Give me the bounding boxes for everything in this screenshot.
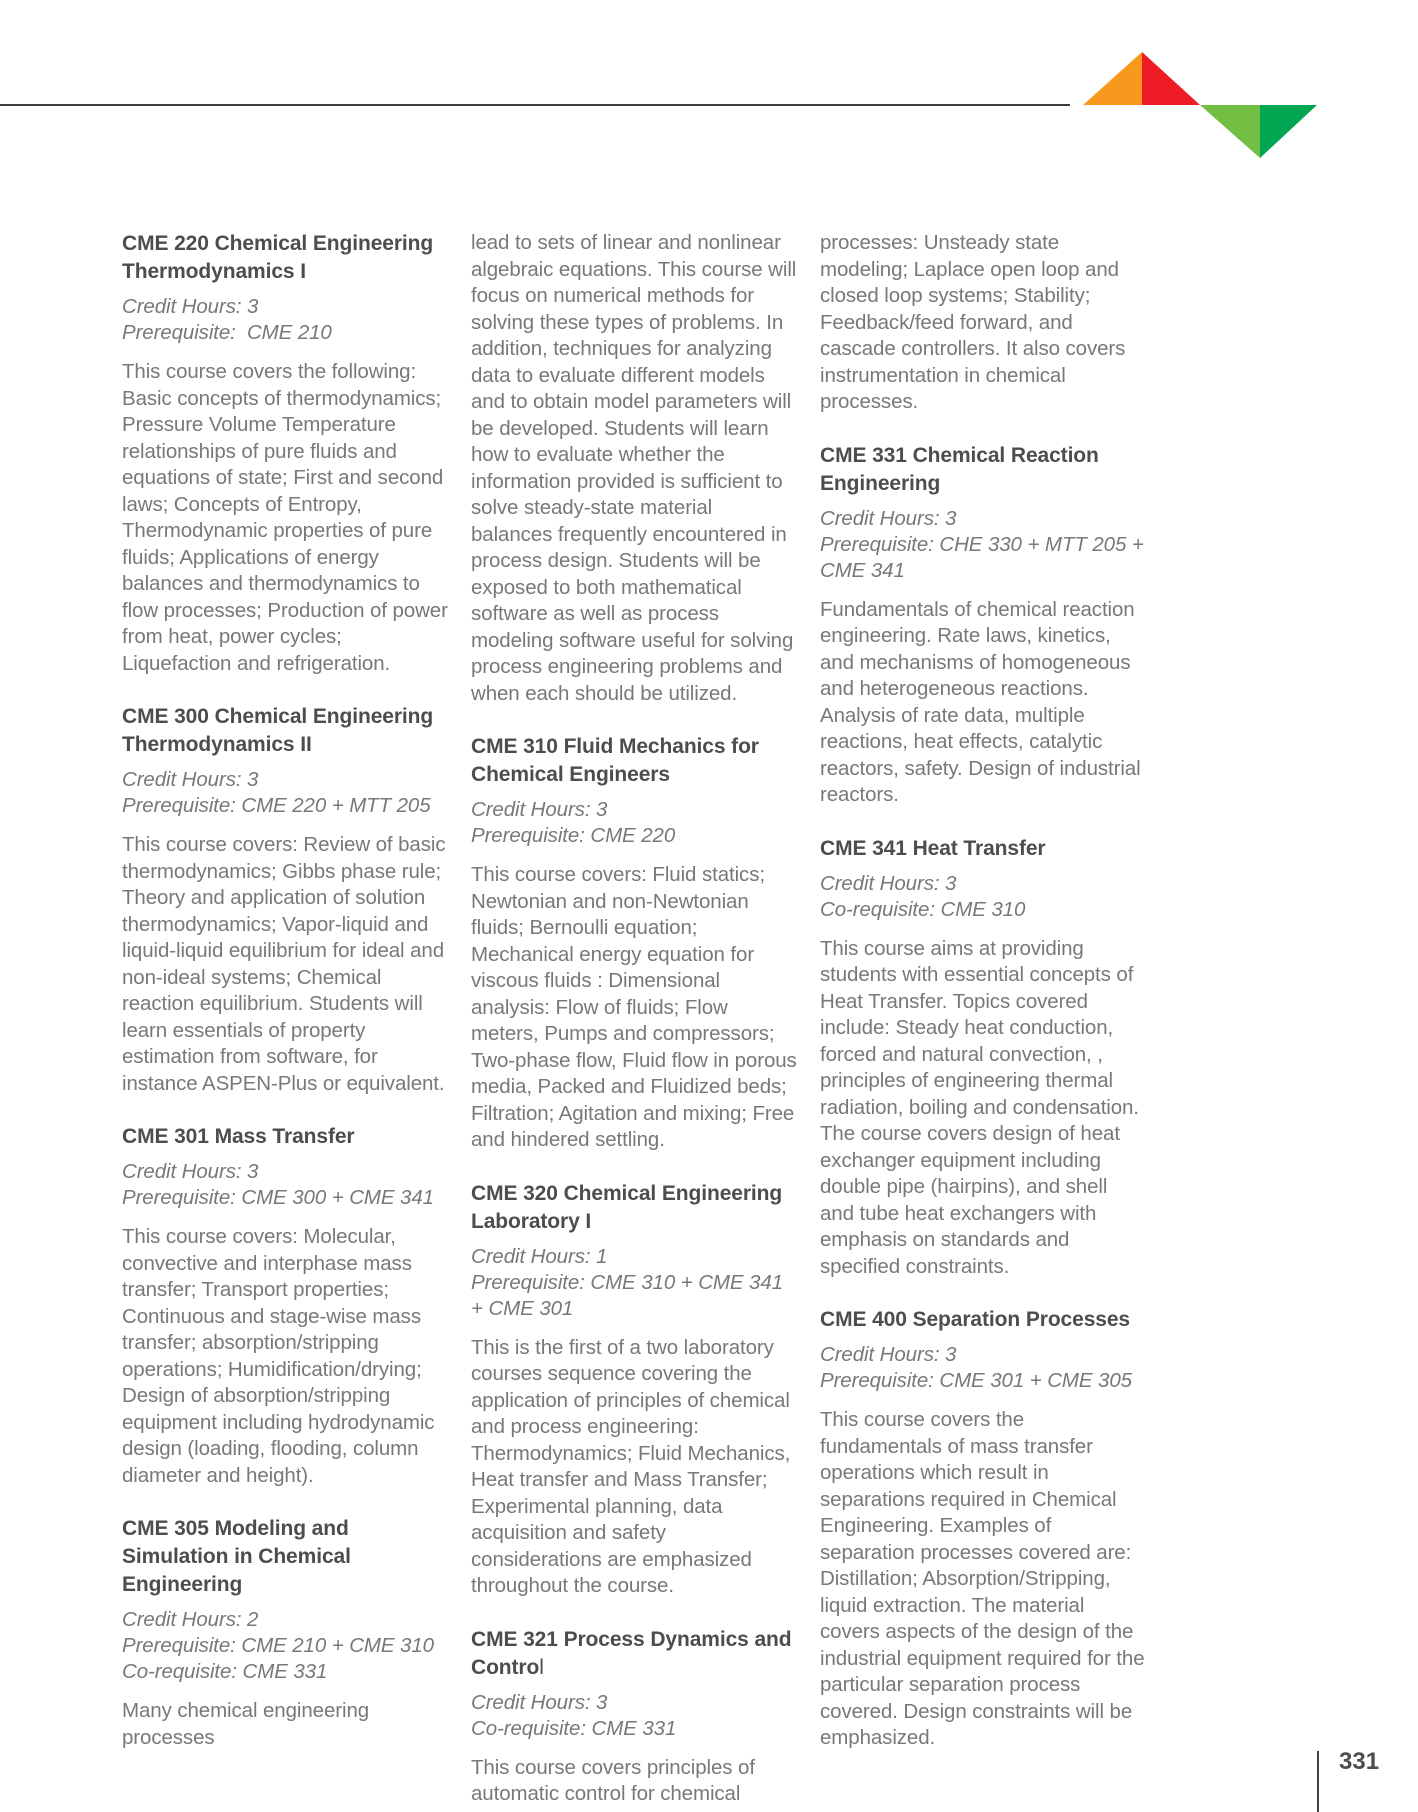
- course-meta-line: Credit Hours: 3: [820, 506, 957, 530]
- course-description: Fundamentals of chemical reaction engineering. Rate laws, kinetics, and mechanisms of homogeneous and heterogeneous reactions. Analysis of rate data, multiple reactions, heat effects, catalytic reactors, safety. Design of industrial reactors.: [820, 597, 1141, 806]
- course-description: lead to sets of linear and nonlinear algebraic equations. This course will focus on numerical methods for solving these types of problems. In addition, techniques for analyzing data to evaluate different models and to obtain model parameters will be developed. Students will learn how to evaluate whether the information provided is sufficient to solve steady-state material balances frequently encountered in process design. Students will be exposed to both mathematical software as well as process modeling software useful for solving process engineering problems and when each should be utilized.: [471, 231, 797, 705]
- course-description: This course covers: Review of basic thermodynamics; Gibbs phase rule; Theory and application of solution thermodynamics; Vapor-liquid and liquid-liquid equilibrium for ideal and non-ideal systems; Chemical reaction equilibrium. Students will learn essentials of property estimation from software, for instance ASPEN-Plus or equivalent.: [122, 833, 446, 1095]
- course-meta-line: Credit Hours: 3: [122, 768, 259, 791]
- course-description: This course covers: Fluid statics; Newtonian and non-Newtonian fluids; Bernoulli equation; Mechanical energy equation for viscous fluids : Dimensional analysis: Flow of fluids; Flow meters, Pumps and compressors; Two-phase flow, Fluid flow in porous media, Packed and Fluidized beds; Filtration; Agitation and mixing; Free and hindered settling.: [471, 863, 797, 1151]
- course-cme-301: [122, 1123, 448, 1489]
- continuation-paragraph: [471, 230, 797, 707]
- course-meta-line: Prerequisite: CHE 330 + MTT 205 + CME 341: [820, 532, 1150, 582]
- course-description: This course covers principles of automatic control for chemical: [471, 1755, 755, 1805]
- continuation-paragraph: [820, 230, 1146, 416]
- course-description: processes: Unsteady state modeling; Laplace open loop and closed loop systems; Stability; Feedback/feed forward, and cascade controllers. It also covers instrumentation in chemical processes.: [820, 231, 1126, 413]
- logo-dark-green-triangle: [1260, 105, 1317, 158]
- course-meta-line: Credit Hours: 2: [122, 1608, 259, 1631]
- course-description: This course covers: Molecular, convective and interphase mass transfer; Transport properties; Continuous and stage-wise mass transfer; absorption/stripping operations; Humidification/drying; Design of absorption/stripping equipment including hydrodynamic design (loading, flooding, column diameter and height).: [122, 1225, 435, 1487]
- logo-triangles-icon: [1083, 52, 1317, 158]
- course-title: CME 341 Heat Transfer: [820, 836, 1046, 860]
- text-column-2: [471, 230, 797, 1812]
- course-cme-310: [471, 733, 797, 1154]
- course-meta-line: Co-requisite: CME 310: [820, 897, 1026, 921]
- course-title: CME 301 Mass Transfer: [122, 1125, 355, 1148]
- course-title: CME 310 Fluid Mechanics for Chemical Engineers: [471, 735, 759, 786]
- course-meta-line: Credit Hours: 3: [471, 798, 608, 821]
- header-rule: [0, 104, 1070, 106]
- course-title-light-tail: l: [539, 1655, 544, 1679]
- course-cme-300: [122, 703, 448, 1097]
- course-description: This course covers the fundamentals of mass transfer operations which result in separations required in Chemical Engineering. Examples of separation processes covered are: Distillation; Absorption/Stripping, liquid extraction. The material covers aspects of the design of the industrial equipment required for the particular separation process covered. Design constraints will be emphasized.: [820, 1408, 1145, 1749]
- text-column-1: [122, 230, 448, 1812]
- course-meta-line: Prerequisite: CME 210: [122, 321, 332, 344]
- course-meta-line: Credit Hours: 3: [471, 1690, 608, 1714]
- logo-light-green-triangle: [1200, 105, 1260, 158]
- course-title: CME 220 Chemical Engineering Thermodynamics I: [122, 232, 434, 283]
- course-description: This course covers the following: Basic concepts of thermodynamics; Pressure Volume Temperature relationships of pure fluids and equations of state; First and second laws; Concepts of Entropy, Thermodynamic properties of pure fluids; Applications of energy balances and thermodynamics to flow processes; Production of power from heat, power cycles; Liquefaction and refrigeration.: [122, 360, 448, 675]
- course-cme-400: [820, 1306, 1146, 1752]
- course-meta-line: Co-requisite: CME 331: [471, 1716, 677, 1740]
- course-description: This course aims at providing students with essential concepts of Heat Transfer. Topics covered include: Steady heat conduction, forced and natural convection, , principles of engineering thermal radiation, boiling and condensation. The course covers design of heat exchanger equipment including double pipe (hairpins), and shell and tube heat exchangers with emphasis on standards and specified constraints.: [820, 936, 1139, 1278]
- course-meta-line: Prerequisite: CME 301 + CME 305: [820, 1369, 1132, 1392]
- course-cme-331: [820, 442, 1150, 809]
- course-title: CME 321 Process Dynamics and Control: [471, 1627, 792, 1679]
- text-column-3: [820, 230, 1150, 1812]
- logo-orange-triangle: [1083, 52, 1142, 105]
- course-meta-line: Prerequisite: CME 220: [471, 824, 676, 847]
- course-title: CME 331 Chemical Reaction Engineering: [820, 443, 1099, 495]
- course-description: This is the first of a two laboratory courses sequence covering the application of principles of chemical and process engineering: Thermodynamics; Fluid Mechanics, Heat transfer and Mass Transfer; Experimental planning, data acquisition and safety considerations are emphasized throughout the course.: [471, 1335, 791, 1597]
- course-title: CME 305 Modeling and Simulation in Chemical Engineering: [122, 1517, 351, 1596]
- course-cme-305: [122, 1515, 448, 1751]
- course-cme-341: [820, 835, 1146, 1281]
- course-columns: [122, 230, 1150, 1812]
- course-cme-220: [122, 230, 448, 677]
- course-meta-line: Credit Hours: 3: [820, 1343, 957, 1366]
- course-meta-line: Prerequisite: CME 220 + MTT 205: [122, 794, 431, 817]
- course-meta-line: Prerequisite: CME 310 + CME 341 + CME 301: [471, 1270, 789, 1320]
- course-meta-line: Prerequisite: CME 300 + CME 341: [122, 1186, 434, 1209]
- university-logo: [1083, 52, 1317, 158]
- course-title: CME 320 Chemical Engineering Laboratory I: [471, 1181, 783, 1233]
- logo-red-triangle: [1142, 52, 1200, 105]
- course-meta-line: Credit Hours: 3: [122, 295, 259, 318]
- course-meta-line: Credit Hours: 3: [820, 871, 957, 895]
- course-meta-line: Co-requisite: CME 331: [122, 1660, 328, 1683]
- course-meta-line: Credit Hours: 3: [122, 1160, 259, 1183]
- course-meta-line: Credit Hours: 1: [471, 1244, 608, 1268]
- course-title: CME 300 Chemical Engineering Thermodynamics II: [122, 705, 434, 756]
- footer-rule: [1317, 1751, 1319, 1812]
- page-number: 331: [1339, 1748, 1380, 1775]
- course-meta-line: Prerequisite: CME 210 + CME 310: [122, 1634, 434, 1657]
- course-description: Many chemical engineering processes: [122, 1699, 370, 1749]
- course-title: CME 400 Separation Processes: [820, 1308, 1131, 1331]
- course-cme-321: [471, 1626, 797, 1808]
- course-cme-320: [471, 1180, 797, 1600]
